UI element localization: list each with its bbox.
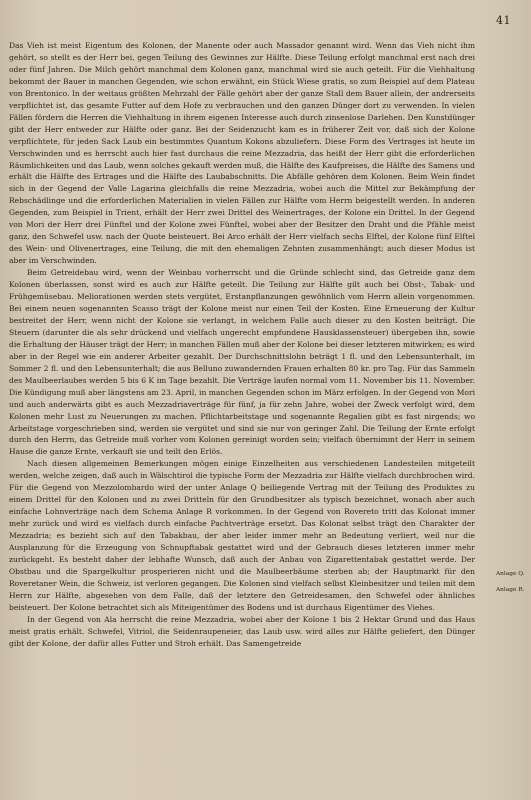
paragraph: Das Vieh ist meist Eigentum des Kolonen, der Manente oder auch Massador genannt wird. Wenn das Vieh nicht ihm gehört, so stellt es der Herr bei, gegen Teilung des Gewinnes zur Hälfte. Diese Teilung erfolgt manchmal erst nach drei oder fünf Jahren. Die Milch gehört manchmal dem Kolonen ganz, manchmal wird sie auch geteilt. Für die Viehhaltung bekommt der Bauer in manchen Gegenden, wie schon erwähnt, ein Stück Wiese gratis, so zum Beispiel auf dem Plateau von Brentonico. In der weitaus größten Mehrzahl der Fälle gehört aber der ganze Stall dem Bauer allein, der andrerseits verpflichtet ist, das gesamte Futter auf dem Hofe zu verbrauchen und den ganzen Dünger dort zu verwenden. In vielen Fällen fördern die Herren die Viehhaltung in ihrem eigenen Interesse auch durch zinsenlose Darlehen. Den Kunstdünger gibt der Herr entweder zur Hälfte oder ganz. Bei der Seidenzucht kam es in früherer Zeit vor, daß sich der Kolone verpflichtete, für jeden Sack Laub ein bestimmtes Quantum Kokons abzuliefern. Diese Form des Vertrages ist heute im Verschwinden und es herrscht auch hier fast durchaus die reine Mezzadria, das heißt der Herr gibt die erforderlichen Räumlichkeiten und das Laub, wenn solches gekauft werden muß, die Hälfte des Kaufpreises, die Hälfte des Samens und erhält die Hälfte des Ertrages und die Hälfte des Laubabschnitts. Die Abfälle gehören dem Kolonen. Beim Wein findet sich in der Gegend der Valle Lagarina gleichfalls die reine Mezzadria, wobei auch die Mittel zur Bekämpfung der Rebschädlinge und die erforderlichen Materialien in vielen Fällen zur Hälfte vom Herrn beigestellt werden. In anderen Gegenden, zum Beispiel in Trient, erhält der Herr zwei Drittel des Weinertrages, der Kolone ein Drittel. In der Gegend von Mori der Herr drei Fünftel und der Kolone zwei Fünftel, wobei aber der Besitzer den Draht und die Pfähle meist ganz, den Schwefel usw. nach der Quote beisteuert. Bei Arco erhält der Herr vielfach sechs Elftel, der Kolone fünf Elftel des Wein- und Olivenertrages, eine Teilung, die mit den ehemaligen Zehnten zusammenhängt; auch dieser Modus ist aber im Verschwinden.	[9, 41, 475, 266]
paragraph: Beim Getreidebau wird, wenn der Weinbau vorherrscht und die Gründe schlecht sind, das Getreide ganz dem Kolonen überlassen, sonst wird es auch zur Hälfte geteilt. Die Teilung zur Hälfte gilt auch bei Obst-, Tabak- und Frühgemüsebau. Meliorationen werden stets vergütet, Erstanpflanzungen gewöhnlich vom Herrn allein vorgenommen. Bei einem neuen sogenannten Scasso trägt der Kolone meist nur einen Teil der Kosten. Eine Erneuerung der Kultur bestreitet der Herr, wenn nicht der Kolone sie verlangt, in welchem Falle auch dieser zu den Kosten beiträgt. Die Steuern (darunter die als sehr drückend und vielfach ungerecht empfundene Hausklassensteuer) übergeben ihn, sowie die Erhaltung der Häuser trägt der Herr; in manchen Fällen muß aber der Kolone bei dieser letzteren mitwirken; es wird aber in der Regel wie ein anderer Arbeiter gezahlt. Der Durchschnittslohn beträgt 1 fl. und den Lebensunterhalt, im Sommer 2 fl. und den Lebensunterhalt; die aus Belluno zuwandernden Frauen erhalten 80 kr. pro Tag. Für das Sammeln des Maulbeerlaubes werden 5 bis 6 K im Tage bezahlt. Die Verträge laufen normal vom 11. November bis 11. November. Die Kündigung muß aber längstens am 23. April, in manchen Gegenden schon im März erfolgen. In der Gegend von Mori und auch anderwärts gibt es auch Mezzadriaverträge für fünf, ja für zehn Jahre, wobei der Zweck verfolgt wird, dem Kolonen mehr Lust zu Neuerungen zu machen. Pflichtarbeitstage und sogenannte Regalien gibt es fast nirgends; wo Arbeitstage vorgeschrieben sind, werden sie vergütet und sind sie nur von geringer Zahl. Die Teilung der Ernte erfolgt durch den Herrn, das Getreide muß vorher vom Kolonen gereinigt worden sein; vielfach übernimmt der Herr in seinem Hause die ganze Ernte, verkauft sie und teilt den Erlös.	[9, 268, 475, 457]
page-number: 41	[496, 14, 511, 27]
paragraph: In der Gegend von Ala herrscht die reine Mezzadria, wobei aber der Kolone 1 bis 2 Hektar Grund und das Haus meist gratis erhält. Schwefel, Vitriol, die Seidenraupeneier, das Laub usw. wird alles zur Hälfte geliefert, den Dünger gibt der Kolone, der dafür alles Futter und Stroh erhält. Das Samengetreide	[9, 614, 475, 648]
body-text	[9, 40, 475, 650]
paragraph: Nach diesen allgemeinen Bemerkungen mögen einige Einzelheiten aus verschiedenen Landesteilen mitgeteilt werden, welche zeigen, daß auch in Wälschtirol die typische Form der Mezzadria zur Hälfte vielfach durchbrochen wird. Für die Gegend von Mezzolombardo wird der unter Anlage Q beiliegende Vertrag mit der Teilung des Produktes zu einem Drittel für den Kolonen und zu zwei Dritteln für den Grundbesitzer als typisch bezeichnet, wonach aber auch einfache Lohnverträge nach dem Schema Anlage R vorkommen. In der Gegend von Rovereto tritt das Kolonat immer mehr zurück und wird es vielfach durch einfache Pachtverträge ersetzt. Das Kolonat selbst trägt den Charakter der Mezzadria; es bezieht sich auf den Tabakbau, der aber leider immer mehr an Bedeutung verliert, weil nur die Ausplanzung für die Erzeugung von Schnupftabak gestattet wird und der Gebrauch dieses letzteren immer mehr zurückgeht. Es besteht daher der lebhafte Wunsch, daß auch der Anbau von Zigarettentabak gestattet werde. Der Obstbau und die Spargelkultur prosperieren nicht und die Maulbeerbäume sterben ab; der Hauptmarkt für den Roveretaner Wein, die Schweiz, ist verloren gegangen. Die Kolonen sind vielfach selbst Kleinbesitzer und teilen mit dem Herrn zur Hälfte, abgesehen von dem Falle, daß der letztere den Getreidesamen, den Schwefel oder ähnliches beisteuert. Der Kolone betrachtet sich als Miteigentümer des Bodens und ist durchaus Eigentümer des Viehes.	[9, 459, 475, 612]
margin-note-anlage-r: Anlage R.	[496, 587, 525, 593]
margin-note-anlage-q: Anlage Q.	[496, 571, 525, 577]
